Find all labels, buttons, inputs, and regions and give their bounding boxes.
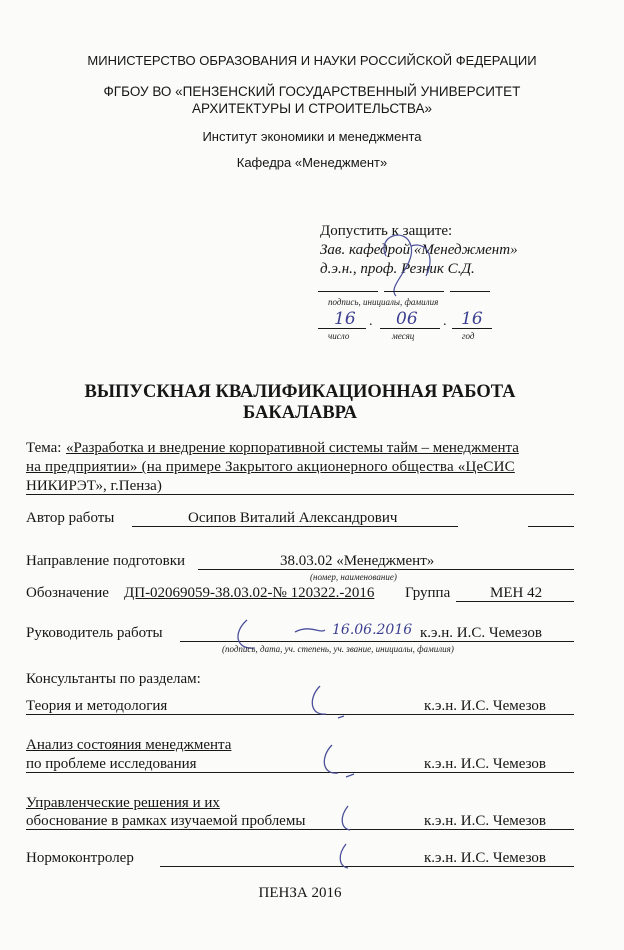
university-line-1: ФГБОУ ВО «ПЕНЗЕНСКИЙ ГОСУДАРСТВЕННЫЙ УНИВЕРСИТЕТ [103, 84, 521, 99]
consultant-3-section-line-1: Управленческие решения и их [26, 795, 220, 811]
normcontrol-label: Нормоконтролер [26, 850, 134, 866]
consultant-2-signature [310, 735, 400, 785]
department-name: Кафедра «Менеджмент» [236, 155, 388, 170]
approval-head-position: Зав. кафедрой «Менеджмент» [320, 242, 518, 258]
date-dot-1: . [369, 314, 373, 329]
approval-signature [366, 226, 466, 306]
thesis-title-line-1: ВЫПУСКНАЯ КВАЛИФИКАЦИОННАЯ РАБОТА [84, 382, 516, 402]
topic-line-2: на предприятии» (на примере Закрытого акционерного общества «ЦеСИС [26, 459, 515, 475]
designation-value: ДП-02069059-38.03.02-№ 120322.-2016 [124, 585, 375, 601]
direction-value: 38.03.02 «Менеджмент» [280, 553, 435, 569]
caption-year: год [462, 331, 475, 341]
group-label: Группа [405, 585, 451, 601]
direction-label: Направление подготовки [26, 553, 186, 569]
topic-line-3: НИКИРЭТ», г.Пенза) [26, 478, 162, 494]
institute-name: Институт экономики и менеджмента [202, 129, 422, 144]
approval-month: 06 [396, 309, 418, 329]
supervisor-name: к.э.н. И.С. Чемезов [420, 625, 542, 641]
supervisor-label: Руководитель работы [26, 625, 163, 641]
designation-label: Обозначение [26, 585, 109, 601]
ministry-heading: МИНИСТЕРСТВО ОБРАЗОВАНИЯ И НАУКИ РОССИЙСКОЙ ФЕДЕРАЦИИ [87, 53, 537, 68]
topic-line-1: «Разработка и внедрение корпоративной системы тайм – менеджмента [66, 440, 519, 456]
consultant-3-signature [330, 800, 390, 840]
author-name: Осипов Виталий Александрович [188, 510, 398, 526]
topic-label: Тема: [26, 440, 62, 456]
group-value: МЕН 42 [490, 585, 543, 601]
university-line-2: АРХИТЕКТУРЫ И СТРОИТЕЛЬСТВА» [192, 101, 432, 116]
caption-day: число [328, 331, 350, 341]
author-label: Автор работы [26, 510, 115, 526]
direction-caption: (номер, наименование) [310, 572, 397, 582]
consultants-heading: Консультанты по разделам: [26, 671, 201, 687]
consultant-3-name: к.э.н. И.С. Чемезов [424, 813, 546, 829]
approval-day: 16 [334, 309, 356, 329]
consultant-1-signature [298, 676, 388, 726]
consultant-2-section-line-2: по проблеме исследования [26, 756, 197, 772]
approval-admit: Допустить к защите: [320, 223, 453, 239]
thesis-title-line-2: БАКАЛАВРА [243, 403, 357, 423]
consultant-2-name: к.э.н. И.С. Чемезов [424, 756, 546, 772]
normcontrol-signature [330, 840, 380, 876]
caption-month: месяц [392, 331, 415, 341]
consultant-1-section: Теория и методология [26, 698, 168, 714]
consultant-3-section-line-2: обоснование в рамках изучаемой проблемы [26, 813, 306, 829]
normcontrol-name: к.э.н. И.С. Чемезов [424, 850, 546, 866]
consultant-2-section-line-1: Анализ состояния менеджмента [26, 737, 232, 753]
approval-sign-caption: подпись, инициалы, фамилия [328, 297, 439, 307]
consultant-1-name: к.э.н. И.С. Чемезов [424, 698, 546, 714]
footer-city-year: ПЕНЗА 2016 [258, 885, 342, 901]
approval-year: 16 [461, 309, 483, 329]
supervisor-date: 16.06.2016 [332, 622, 413, 638]
supervisor-caption: (подпись, дата, уч. степень, уч. звание, инициалы, фамилия) [222, 644, 454, 654]
approval-head-name: д.э.н., проф. Резник С.Д. [320, 261, 475, 277]
date-dot-2: . [443, 314, 447, 329]
